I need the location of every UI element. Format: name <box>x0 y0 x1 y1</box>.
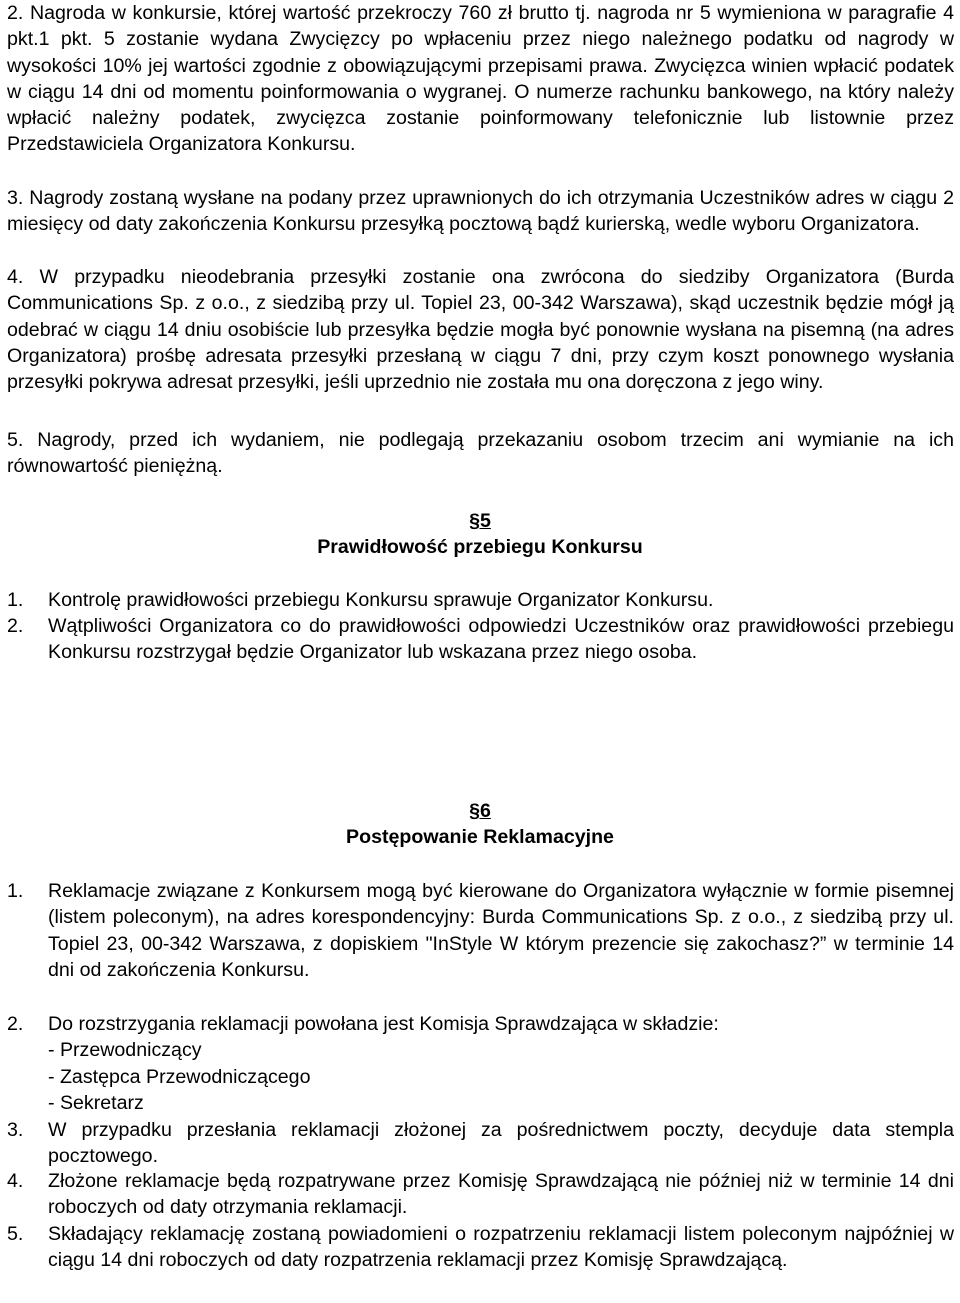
list-item-text: Składający reklamację zostaną powiadomieni o rozpatrzeniu reklamacji listem poleconym najpóźniej w ciągu 14 dni roboczych od daty rozpatrzenia reklamacji przez Komisję Sprawdzającą. <box>48 1223 954 1272</box>
paragraph-unclaimed-parcel: 4. W przypadku nieodebrania przesyłki zostanie ona zwrócona do siedziby Organizatora (Burda Communications Sp. z o.o., z siedzibą przy ul. Topiel 23, 00-342 Warszawa), skąd uczestnik będzie mógł ją odebrać w ciągu 14 dniu osobiście lub przesyłka będzie mogła być ponownie wysłana na pisemną (na adres Organizatora) prośbę adresata przesyłki przesłaną w ciągu 7 dni, przy czym koszt ponownego wysłania przesyłki pokrywa adresat przesyłki, jeśli uprzednio nie została mu ona doręczona z jego winy. <box>7 266 954 394</box>
list-item-number: 5. <box>7 1223 24 1245</box>
section-5-title: Prawidłowość przebiegu Konkursu <box>317 536 643 559</box>
paragraph-no-transfer: 5. Nagrody, przed ich wydaniem, nie podlegają przekazaniu osobom trzecim ani wymianie na ich równowartość pieniężną. <box>7 429 954 478</box>
list-item <box>7 878 954 983</box>
paragraph-prize-shipping: 3. Nagrody zostaną wysłane na podany przez uprawnionych do ich otrzymania Uczestników adres w ciągu 2 miesięcy od daty zakończenia Konkursu przesyłką pocztową bądź kurierską, wedle wyboru Organizatora. <box>7 187 954 236</box>
section-6-heading <box>0 798 960 851</box>
list-item-number: 2. <box>7 1013 24 1035</box>
list-item-text: Do rozstrzygania reklamacji powołana jest Komisja Sprawdzająca w składzie: <box>48 1013 719 1035</box>
section-6-title: Postępowanie Reklamacyjne <box>346 826 614 849</box>
list-item <box>7 587 954 613</box>
list-item-text: Kontrolę prawidłowości przebiegu Konkursu sprawuje Organizator Konkursu. <box>48 589 714 611</box>
section-5-symbol: §5 <box>469 510 491 532</box>
list-item <box>7 1168 954 1221</box>
list-item-number: 1. <box>7 589 24 611</box>
committee-member: - Sekretarz <box>48 1091 144 1114</box>
list-item <box>7 1117 954 1170</box>
list-item-text: Reklamacje związane z Konkursem mogą być kierowane do Organizatora wyłącznie w formie pisemnej (listem poleconym), na adres korespondencyjny: Burda Communications Sp. z o.o., z siedzibą przy ul. Topiel 23, 00-342 Warszawa, z dopiskiem "InStyle W którym prezencie się zakochasz?” w terminie 14 dni od zakończenia Konkursu. <box>48 880 954 981</box>
list-item-number: 3. <box>7 1119 24 1141</box>
section-6-symbol: §6 <box>469 800 491 822</box>
list-item <box>7 613 954 666</box>
list-item-text: W przypadku przesłania reklamacji złożonej za pośrednictwem poczty, decyduje data stempla pocztowego. <box>48 1119 954 1168</box>
list-item-number: 1. <box>7 880 24 902</box>
list-item-number: 4. <box>7 1170 24 1192</box>
list-item <box>7 1011 954 1116</box>
list-item-number: 2. <box>7 615 24 637</box>
committee-member: - Przewodniczący <box>48 1039 202 1062</box>
list-item-text: Złożone reklamacje będą rozpatrywane przez Komisję Sprawdzającą nie później niż w terminie 14 dni roboczych od daty otrzymania reklamacji. <box>48 1170 954 1219</box>
list-item <box>7 1221 954 1274</box>
list-item-text: Wątpliwości Organizatora co do prawidłowości odpowiedzi Uczestników oraz prawidłowości przebiegu Konkursu rozstrzygał będzie Organizator lub wskazana przez niego osoba. <box>48 615 954 664</box>
paragraph-prize-tax: 2. Nagroda w konkursie, której wartość przekroczy 760 zł brutto tj. nagroda nr 5 wymieniona w paragrafie 4 pkt.1 pkt. 5 zostanie wydana Zwycięzcy po wpłaceniu przez niego należnego podatku od nagrody w wysokości 10% jej wartości zgodnie z obowiązującymi przepisami prawa. Zwycięzca winien wpłacić podatek w ciągu 14 dni od momentu poinformowania o wygranej. O numerze rachunku bankowego, na który należy wpłacić należny podatek, zwycięzca zostanie poinformowany telefonicznie lub listownie przez Przedstawiciela Organizatora Konkursu. <box>7 2 954 156</box>
committee-member: - Zastępca Przewodniczącego <box>48 1065 311 1088</box>
section-5-heading <box>0 508 960 561</box>
